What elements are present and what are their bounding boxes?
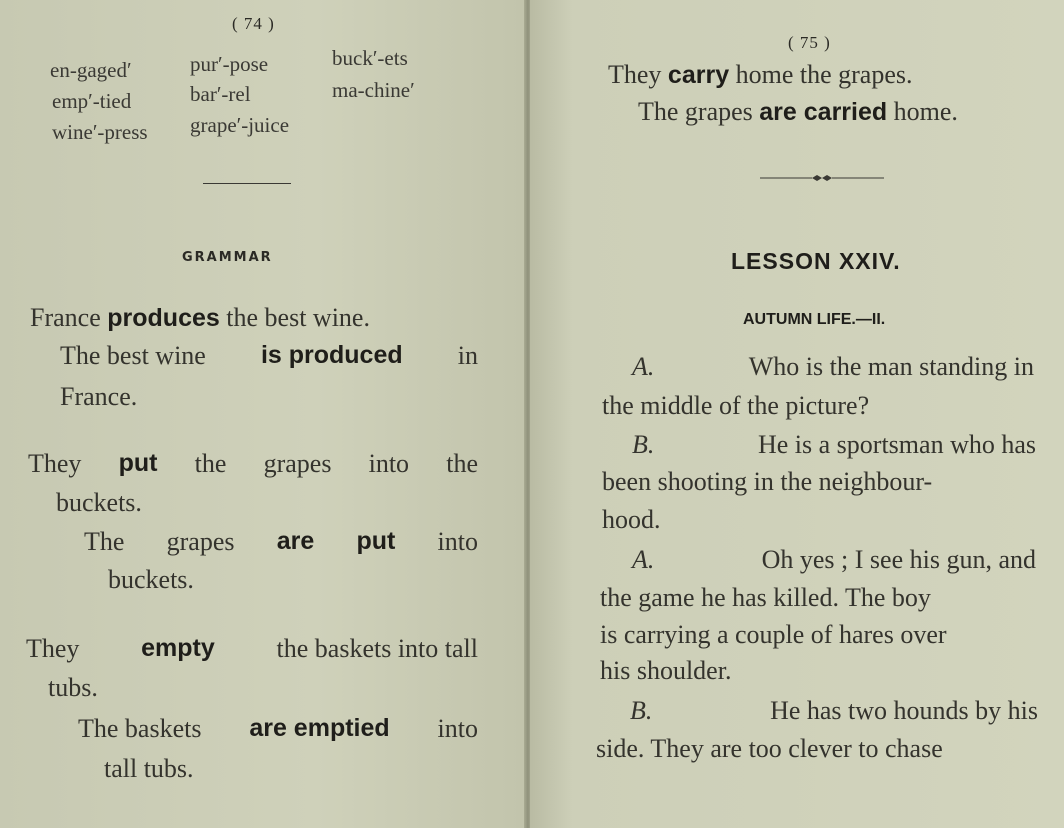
example-continuation: buckets. bbox=[56, 488, 142, 517]
example-passive bbox=[60, 341, 478, 371]
text: Who is the man standing in bbox=[748, 352, 1034, 381]
text: They bbox=[26, 634, 80, 663]
text: The bbox=[84, 527, 125, 556]
vocab-word: emp′-tied bbox=[52, 89, 132, 113]
vocab-word: grape′-juice bbox=[190, 113, 290, 137]
text: the bbox=[194, 449, 227, 478]
example-active bbox=[26, 634, 478, 664]
example-active bbox=[608, 60, 912, 90]
dialogue-line: the middle of the picture? bbox=[602, 391, 870, 420]
bold-verb: carry bbox=[667, 61, 730, 89]
divider-rule bbox=[203, 183, 291, 184]
speaker-label: B. bbox=[632, 430, 655, 459]
example-passive bbox=[638, 97, 958, 127]
text: The baskets bbox=[78, 714, 202, 743]
dialogue-line: hood. bbox=[602, 505, 661, 534]
bold-verb: empty bbox=[141, 634, 215, 662]
bold-verb: are emptied bbox=[249, 714, 390, 742]
text: He is a sportsman who has bbox=[757, 430, 1036, 459]
vocab-word: buck′-ets bbox=[332, 46, 408, 70]
text: home. bbox=[893, 97, 958, 126]
text: He has two hounds by his bbox=[770, 696, 1038, 725]
vocab-word: pur′-pose bbox=[190, 52, 269, 76]
left-page bbox=[0, 0, 526, 828]
right-page bbox=[530, 0, 1064, 828]
bold-verb: are carried bbox=[759, 98, 888, 126]
text: into bbox=[437, 527, 478, 556]
text: Oh yes ; I see his gun, and bbox=[761, 545, 1036, 574]
ornamental-divider bbox=[760, 170, 884, 186]
text: They bbox=[608, 60, 662, 89]
text: The best wine bbox=[60, 341, 206, 370]
text: into bbox=[437, 714, 478, 743]
text: into bbox=[368, 449, 410, 478]
speaker-label: A. bbox=[632, 545, 655, 574]
example-continuation: tall tubs. bbox=[104, 754, 194, 783]
vocab-word: wine′-press bbox=[52, 120, 148, 144]
bold-verb: are bbox=[276, 527, 315, 555]
text: in bbox=[457, 341, 478, 370]
page-number: ( 75 ) bbox=[788, 33, 831, 52]
text: The grapes bbox=[638, 97, 753, 126]
example-active bbox=[30, 303, 370, 333]
text: the baskets into tall bbox=[276, 634, 478, 663]
dialogue-line bbox=[632, 430, 1036, 460]
dialogue-line: his shoulder. bbox=[600, 656, 732, 685]
vocab-word: bar′-rel bbox=[190, 82, 251, 106]
bold-verb: produces bbox=[107, 304, 220, 332]
vocab-word: ma-chine′ bbox=[332, 78, 415, 102]
dialogue-line: side. They are too clever to chase bbox=[596, 734, 943, 763]
dialogue-line bbox=[632, 352, 1034, 382]
bold-verb: put bbox=[118, 449, 158, 477]
example-active bbox=[28, 449, 478, 479]
text: grapes bbox=[263, 449, 332, 478]
example-continuation: tubs. bbox=[48, 673, 98, 702]
text: They bbox=[28, 449, 82, 478]
text: the bbox=[446, 449, 478, 478]
text: France bbox=[30, 303, 101, 332]
example-continuation: buckets. bbox=[108, 565, 194, 594]
example-passive bbox=[78, 714, 478, 744]
page-number: ( 74 ) bbox=[232, 14, 275, 33]
text: grapes bbox=[166, 527, 235, 556]
dialogue-line bbox=[630, 696, 1038, 726]
example-passive bbox=[84, 527, 478, 557]
text: the best wine. bbox=[226, 303, 370, 332]
lesson-title: LESSON XXIV. bbox=[731, 248, 901, 274]
speaker-label: A. bbox=[632, 352, 655, 381]
section-heading: GRAMMAR bbox=[182, 250, 273, 265]
text: home the grapes. bbox=[735, 60, 913, 89]
lesson-subtitle: AUTUMN LIFE.—II. bbox=[743, 311, 886, 328]
dialogue-line bbox=[632, 545, 1036, 575]
example-continuation: France. bbox=[60, 382, 138, 411]
speaker-label: B. bbox=[630, 696, 653, 725]
dialogue-line: been shooting in the neighbour- bbox=[602, 467, 933, 496]
bold-verb: put bbox=[356, 527, 396, 555]
bold-verb: is produced bbox=[260, 341, 403, 369]
dialogue-line: the game he has killed. The boy bbox=[600, 583, 931, 612]
dialogue-line: is carrying a couple of hares over bbox=[600, 620, 947, 649]
vocab-word: en-gaged′ bbox=[50, 58, 132, 82]
